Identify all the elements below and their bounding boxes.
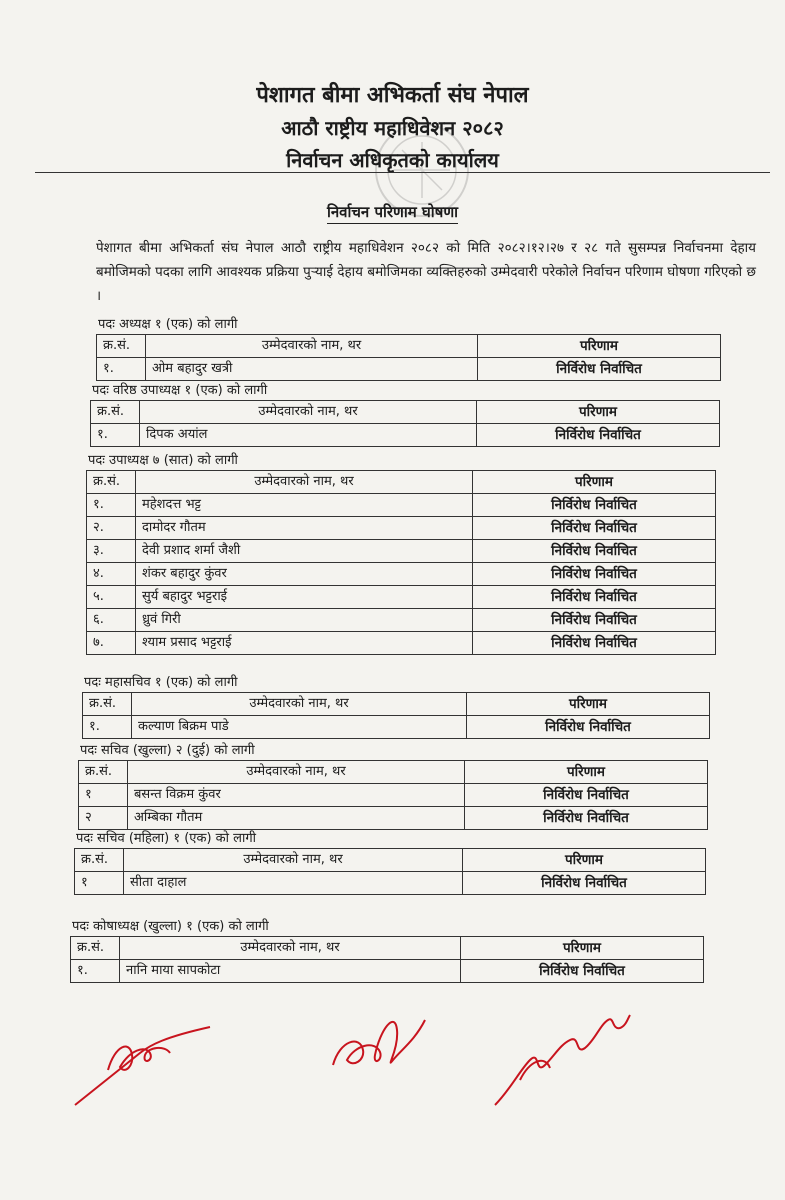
- result-value: निर्विरोध निर्वाचित: [473, 517, 716, 540]
- post-section: [70, 918, 704, 983]
- table-row: [71, 960, 704, 983]
- candidate-name: दामोदर गौतम: [136, 517, 473, 540]
- table-row: [87, 494, 716, 517]
- result-table: [74, 848, 706, 895]
- result-value: निर्विरोध निर्वाचित: [473, 494, 716, 517]
- table-row: [87, 586, 716, 609]
- result-header: परिणाम: [467, 693, 710, 716]
- serial-number: १.: [71, 960, 120, 983]
- result-table: [86, 470, 716, 655]
- post-title: पदः महासचिव १ (एक) को लागी: [84, 675, 238, 690]
- table-row: [87, 563, 716, 586]
- serial-number: १.: [87, 494, 136, 517]
- header-divider: [35, 172, 770, 173]
- name-header: उम्मेदवारको नाम, थर: [140, 401, 477, 424]
- table-header-row: [75, 849, 706, 872]
- result-header: परिणाम: [477, 401, 720, 424]
- result-value: निर्विरोध निर्वाचित: [463, 872, 706, 895]
- result-value: निर्विरोध निर्वाचित: [473, 563, 716, 586]
- candidate-name: ओम बहादुर खत्री: [146, 358, 478, 381]
- serial-number: ७.: [87, 632, 136, 655]
- convention-title: आठौ राष्ट्रीय महाधिवेशन २०८२: [281, 116, 504, 140]
- table-header-row: [97, 335, 721, 358]
- post-title: पदः कोषाध्यक्ष (खुल्ला) १ (एक) को लागी: [72, 919, 269, 934]
- result-table: [70, 936, 704, 983]
- name-header: उम्मेदवारको नाम, थर: [120, 937, 461, 960]
- result-header: परिणाम: [463, 849, 706, 872]
- result-header: परिणाम: [461, 937, 704, 960]
- letterhead: [0, 80, 785, 176]
- candidate-name: सीता दाहाल: [124, 872, 463, 895]
- result-value: निर्विरोध निर्वाचित: [465, 784, 708, 807]
- serial-header: क्र.सं.: [87, 471, 136, 494]
- serial-number: १.: [97, 358, 146, 381]
- serial-header: क्र.सं.: [75, 849, 124, 872]
- name-header: उम्मेदवारको नाम, थर: [136, 471, 473, 494]
- table-row: [79, 807, 708, 830]
- table-row: [87, 517, 716, 540]
- result-value: निर्विरोध निर्वाचित: [465, 807, 708, 830]
- result-header: परिणाम: [465, 761, 708, 784]
- post-section: [86, 452, 716, 655]
- signature-2-icon: [325, 1000, 435, 1080]
- serial-number: १.: [83, 716, 132, 739]
- serial-number: २.: [87, 517, 136, 540]
- serial-number: १: [75, 872, 124, 895]
- result-table: [90, 400, 720, 447]
- candidate-name: श्याम प्रसाद भट्टराई: [136, 632, 473, 655]
- result-value: निर्विरोध निर्वाचित: [473, 586, 716, 609]
- candidate-name: महेशदत्त भट्ट: [136, 494, 473, 517]
- serial-header: क्र.सं.: [83, 693, 132, 716]
- table-row: [87, 632, 716, 655]
- table-row: [97, 358, 721, 381]
- name-header: उम्मेदवारको नाम, थर: [132, 693, 467, 716]
- post-section: [82, 674, 710, 739]
- candidate-name: ध्रुवं गिरी: [136, 609, 473, 632]
- candidate-name: शंकर बहादुर कुंवर: [136, 563, 473, 586]
- result-table: [96, 334, 721, 381]
- serial-number: ४.: [87, 563, 136, 586]
- post-title: पदः वरिष्ठ उपाध्यक्ष १ (एक) को लागी: [92, 383, 268, 398]
- name-header: उम्मेदवारको नाम, थर: [128, 761, 465, 784]
- post-title: पदः सचिव (महिला) १ (एक) को लागी: [76, 831, 257, 846]
- serial-number: १.: [91, 424, 140, 447]
- post-section: [74, 830, 706, 895]
- candidate-name: दिपक अयांल: [140, 424, 477, 447]
- candidate-name: सुर्य बहादुर भट्टराई: [136, 586, 473, 609]
- result-header: परिणाम: [478, 335, 721, 358]
- result-header: परिणाम: [473, 471, 716, 494]
- candidate-name: नानि माया सापकोटा: [120, 960, 461, 983]
- serial-header: क्र.सं.: [91, 401, 140, 424]
- table-row: [87, 540, 716, 563]
- name-header: उम्मेदवारको नाम, थर: [146, 335, 478, 358]
- candidate-name: कल्याण बिक्रम पाडे: [132, 716, 467, 739]
- table-header-row: [87, 471, 716, 494]
- candidate-name: बसन्त विक्रम कुंवर: [128, 784, 465, 807]
- serial-header: क्र.सं.: [79, 761, 128, 784]
- name-header: उम्मेदवारको नाम, थर: [124, 849, 463, 872]
- result-value: निर्विरोध निर्वाचित: [477, 424, 720, 447]
- signature-1-icon: [70, 1015, 220, 1110]
- table-header-row: [83, 693, 710, 716]
- result-value: निर्विरोध निर्वाचित: [473, 632, 716, 655]
- intro-paragraph: पेशागत बीमा अभिकर्ता संघ नेपाल आठौ राष्ट्रीय महाधिवेशन २०८२ को मिति २०८२।१२।२७ र २८ गते सुसम्पन्न निर्वाचनमा देहाय बमोजिमको पदका लागि आवश्यक प्रक्रिया पुऱ्याई देहाय बमोजिमका व्यक्तिहरुको उम्मेदवारी परेकोले निर्वाचन परिणाम घोषणा गरिएको छ ।: [96, 240, 756, 304]
- table-row: [91, 424, 720, 447]
- table-row: [83, 716, 710, 739]
- office-title: निर्वाचन अधिकृतको कार्यालय: [286, 148, 499, 172]
- serial-header: क्र.सं.: [71, 937, 120, 960]
- result-value: निर्विरोध निर्वाचित: [478, 358, 721, 381]
- post-section: [78, 742, 708, 830]
- table-row: [87, 609, 716, 632]
- serial-number: ६.: [87, 609, 136, 632]
- serial-header: क्र.सं.: [97, 335, 146, 358]
- result-table: [82, 692, 710, 739]
- result-value: निर्विरोध निर्वाचित: [461, 960, 704, 983]
- result-table: [78, 760, 708, 830]
- table-header-row: [79, 761, 708, 784]
- post-title: पदः अध्यक्ष १ (एक) को लागी: [98, 317, 238, 332]
- serial-number: १: [79, 784, 128, 807]
- post-section: [96, 316, 721, 381]
- post-section: [90, 382, 720, 447]
- table-header-row: [91, 401, 720, 424]
- candidate-name: देवी प्रशाद शर्मा जैशी: [136, 540, 473, 563]
- result-value: निर्विरोध निर्वाचित: [467, 716, 710, 739]
- candidate-name: अम्बिका गौतम: [128, 807, 465, 830]
- table-header-row: [71, 937, 704, 960]
- serial-number: ३.: [87, 540, 136, 563]
- serial-number: २: [79, 807, 128, 830]
- post-title: पदः सचिव (खुल्ला) २ (दुई) को लागी: [80, 743, 255, 758]
- table-row: [75, 872, 706, 895]
- organization-name: पेशागत बीमा अभिकर्ता संघ नेपाल: [256, 83, 529, 108]
- serial-number: ५.: [87, 586, 136, 609]
- notice-title: निर्वाचन परिणाम घोषणा: [0, 202, 785, 222]
- post-title: पदः उपाध्यक्ष ७ (सात) को लागी: [88, 453, 238, 468]
- result-value: निर्विरोध निर्वाचित: [473, 609, 716, 632]
- result-value: निर्विरोध निर्वाचित: [473, 540, 716, 563]
- signature-3-icon: [490, 1000, 640, 1110]
- table-row: [79, 784, 708, 807]
